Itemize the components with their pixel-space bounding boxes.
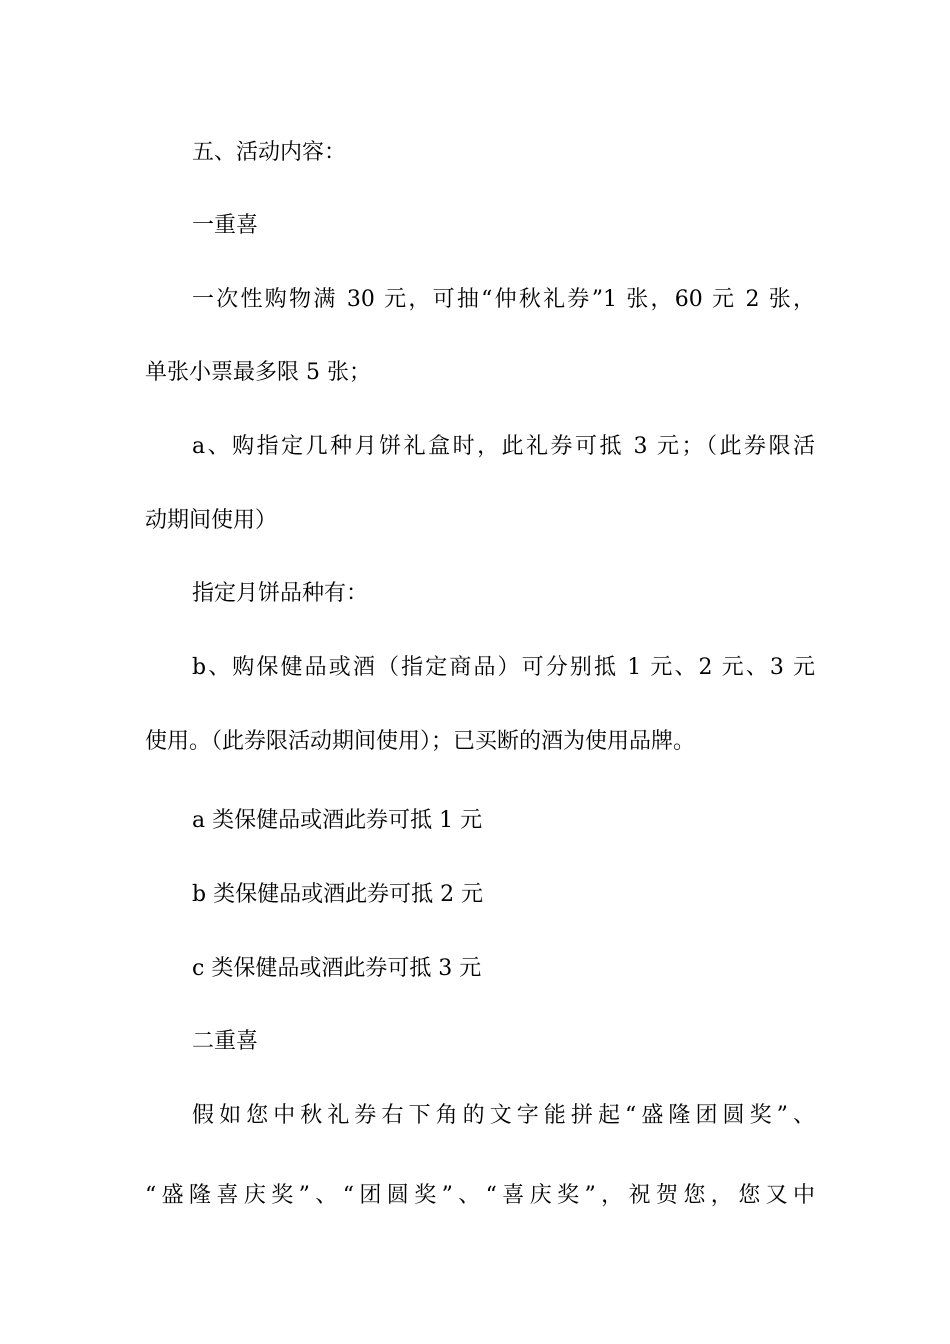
subheading-second-prize: 二重喜 — [192, 1029, 259, 1054]
paragraph-line: a、购指定几种月饼礼盒时，此礼券可抵 3 元；（此券限活 — [192, 434, 815, 459]
paragraph-line: 动期间使用） — [145, 508, 278, 533]
paragraph-line: 指定月饼品种有： — [192, 581, 369, 606]
list-item: b 类保健品或酒此券可抵 2 元 — [192, 882, 484, 907]
paragraph-line: 使用。（此券限活动期间使用）；已买断的酒为使用品牌。 — [145, 729, 696, 754]
paragraph-line: 假如您中秋礼券右下角的文字能拼起“盛隆团圆奖”、 — [192, 1103, 815, 1128]
section-heading: 五、活动内容： — [192, 140, 347, 165]
list-item: c 类保健品或酒此券可抵 3 元 — [192, 956, 482, 981]
paragraph-line: b、购保健品或酒（指定商品）可分别抵 1 元、2 元、3 元 — [192, 655, 815, 680]
paragraph-line: “盛隆喜庆奖”、“团圆奖”、“喜庆奖”，祝贺您，您又中 — [145, 1183, 815, 1208]
paragraph-line: 一次性购物满 30 元，可抽“仲秋礼券”1 张，60 元 2 张， — [192, 287, 815, 312]
subheading-first-prize: 一重喜 — [192, 213, 259, 238]
paragraph-line: 单张小票最多限 5 张； — [145, 360, 371, 385]
list-item: a 类保健品或酒此券可抵 1 元 — [192, 808, 483, 833]
